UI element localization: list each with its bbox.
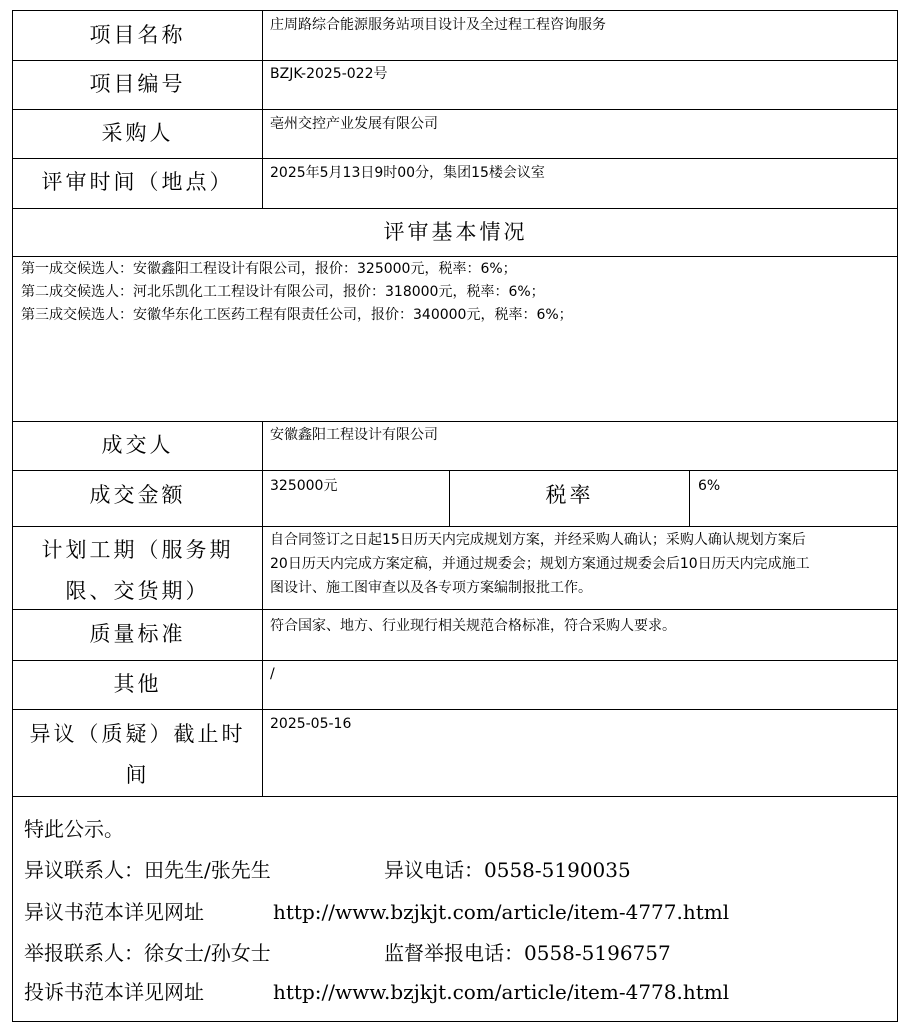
objection-deadline-label-line-1: 异议（质疑）截止时 (29, 722, 246, 746)
column-divider (262, 10, 263, 208)
schedule-value-line-2: 20日历天内完成方案定稿，并通过规委会；规划方案通过规委会后10日历天内完成施工 (270, 556, 810, 572)
column-divider (262, 421, 263, 796)
report-phone-row (384, 938, 671, 968)
schedule-label-line-1: 计划工期（服务期 (41, 538, 234, 562)
row-divider (12, 256, 898, 257)
row-divider (12, 709, 898, 710)
schedule-value-line-3: 图设计、施工图审查以及各专项方案编制报批工作。 (270, 580, 592, 596)
other-label: 其他 (113, 672, 162, 696)
project-number-value: BZJK-2025-022号 (270, 66, 388, 82)
schedule-label-line-2: 限、交货期） (65, 579, 210, 603)
other-value: / (270, 666, 275, 682)
project-name-label: 项目名称 (89, 23, 186, 47)
objection-phone-row (384, 855, 631, 885)
objection-contact-label: 异议联系人： (24, 858, 144, 882)
objection-deadline-value: 2025-05-16 (270, 716, 352, 732)
amount-value: 325000元 (270, 478, 338, 494)
purchaser-label: 采购人 (101, 121, 174, 145)
objection-phone-label: 异议电话： (384, 858, 484, 882)
row-divider (12, 421, 898, 422)
row-divider (12, 526, 898, 527)
winner-value: 安徽鑫阳工程设计有限公司 (270, 427, 438, 443)
tax-rate-label: 税率 (545, 483, 594, 507)
candidate-1: 第一成交候选人：安徽鑫阳工程设计有限公司，报价：325000元，税率：6%； (21, 261, 517, 277)
purchaser-value: 亳州交控产业发展有限公司 (270, 116, 438, 132)
report-contact-label: 举报联系人： (24, 941, 144, 965)
objection-contact-row (24, 855, 271, 885)
report-contact-value: 徐女士/孙女士 (144, 941, 271, 965)
report-contact-row (24, 938, 271, 968)
row-divider (12, 208, 898, 209)
objection-phone-value: 0558-5190035 (484, 858, 631, 882)
objection-contact-value: 田先生/张先生 (144, 858, 271, 882)
amount-label: 成交金额 (89, 483, 186, 507)
row-divider (12, 158, 898, 159)
objection-template-label: 异议书范本详见网址 (24, 900, 204, 924)
column-divider (689, 470, 690, 526)
row-divider (12, 60, 898, 61)
objection-deadline-label-line-2: 间 (125, 763, 150, 787)
quality-value: 符合国家、地方、行业现行相关规范合格标准，符合采购人要求。 (270, 618, 676, 634)
report-phone-value: 0558-5196757 (524, 941, 671, 965)
project-name-value: 庄周路综合能源服务站项目设计及全过程工程咨询服务 (270, 17, 606, 33)
quality-label: 质量标准 (89, 622, 186, 646)
winner-label: 成交人 (101, 433, 174, 457)
project-number-label: 项目编号 (89, 72, 186, 96)
review-time-value: 2025年5月13日9时00分，集团15楼会议室 (270, 165, 545, 181)
review-time-label: 评审时间（地点） (41, 170, 234, 194)
objection-template-link[interactable]: http://www.bzjkjt.com/article/item-4777.html (273, 900, 730, 924)
row-divider (12, 470, 898, 471)
notice-text: 特此公示。 (24, 817, 124, 841)
complaint-template-link[interactable]: http://www.bzjkjt.com/article/item-4778.html (273, 980, 730, 1004)
complaint-template-label: 投诉书范本详见网址 (24, 980, 204, 1004)
review-basic-heading: 评审基本情况 (383, 220, 528, 244)
schedule-value-line-1: 自合同签订之日起15日历天内完成规划方案，并经采购人确认；采购人确认规划方案后 (270, 532, 806, 548)
row-divider (12, 796, 898, 797)
candidate-3: 第三成交候选人：安徽华东化工医药工程有限责任公司，报价：340000元，税率：6%； (21, 307, 573, 323)
candidate-2: 第二成交候选人：河北乐凯化工工程设计有限公司，报价：318000元，税率：6%； (21, 284, 545, 300)
report-phone-label: 监督举报电话： (384, 941, 524, 965)
tax-rate-value: 6% (698, 478, 721, 494)
row-divider (12, 109, 898, 110)
row-divider (12, 660, 898, 661)
